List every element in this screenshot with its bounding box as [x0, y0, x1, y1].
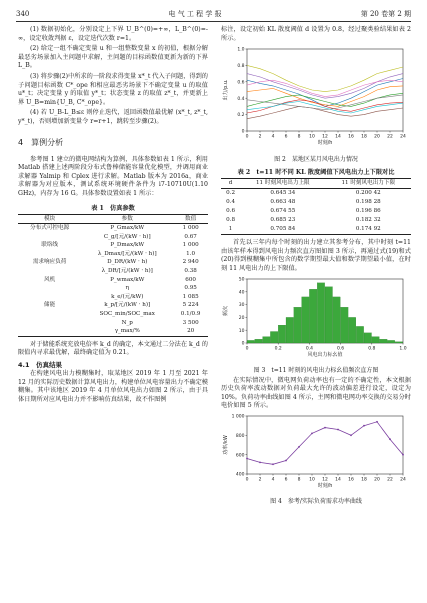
table-row	[18, 284, 208, 293]
algorithm-step-1: (1) 数据初始化，分别设定上下界 U_B^(0)=+∞，L_B^(0)=-∞，设定收敛判据 ε，设定迭代次数 r=1。	[18, 26, 208, 42]
table-row	[221, 216, 411, 225]
histogram-bar	[270, 331, 278, 343]
x-tick-label: 4	[271, 134, 275, 140]
x-tick-label: 22	[387, 134, 393, 140]
load-point	[272, 463, 274, 465]
table-row	[221, 198, 411, 207]
histogram-bar	[263, 336, 271, 342]
x-tick-label: 18	[361, 477, 367, 483]
journal-title: 电 气 工 程 学 报	[168, 10, 222, 18]
histogram-bar	[364, 332, 372, 342]
y-tick-label: 30	[238, 302, 245, 308]
continued-paragraph: 标注，设定初始 KL 散度阈值 d 设置为 0.8，经过聚类验结果如表 2 所示。	[221, 26, 411, 42]
table-cell	[18, 293, 81, 302]
table-cell: 1 085	[182, 293, 199, 300]
table-cell: 分布式可控电源	[30, 225, 70, 232]
table-row	[18, 250, 208, 259]
x-tick-label: 0.6	[337, 346, 345, 352]
x-tick-label: 18	[361, 134, 367, 140]
issue-label: 第 20 卷第 2 期	[360, 10, 411, 18]
load-point	[311, 432, 313, 434]
table-cell: 0.2	[226, 190, 236, 197]
table-2-header: 11 时刻风电出力下限	[326, 179, 411, 189]
table-cell: 600	[185, 276, 196, 283]
x-tick-label: 10	[309, 477, 315, 483]
table-cell: 0.685 23	[270, 217, 296, 224]
histogram-bar	[348, 317, 356, 343]
table-cell	[18, 310, 81, 319]
y-tick-label: 20	[238, 315, 245, 321]
y-axis-label: 频次	[223, 305, 229, 316]
table-cell: 0.38	[184, 268, 197, 275]
table-cell: 0.67	[184, 233, 197, 240]
histogram-bar	[333, 296, 341, 342]
x-tick-label: 0.2	[274, 346, 282, 352]
table-cell: η	[125, 285, 129, 292]
section-4-heading: 4 算例分析	[18, 137, 64, 147]
histogram-bar	[286, 317, 294, 343]
y-tick-label: 0.4	[237, 96, 245, 102]
load-point	[402, 454, 404, 456]
kd-paragraph: 对于储能系统充放电倍率 k_d 的确定，本文通过二分法在 k_d 的限值内寻求最优解，最终确定值为 0.21。	[18, 340, 208, 357]
table-row	[18, 310, 208, 319]
table-cell: 0.8	[226, 217, 236, 224]
figure-3-caption: 图 3 t=11 时刻的风电出力标幺值频次直方图	[253, 366, 379, 374]
table-cell: 0.4	[226, 199, 236, 206]
load-point	[337, 429, 339, 431]
simulation-parameters-table	[18, 214, 208, 337]
y-axis-label: 功率/kW	[223, 435, 229, 455]
table-row	[18, 276, 208, 285]
series-line	[247, 66, 403, 92]
table-2-header: d	[221, 179, 240, 189]
table-cell: 0.663 48	[270, 199, 296, 206]
histogram-bar	[380, 339, 388, 343]
x-tick-label: 0	[245, 134, 249, 140]
table-cell: 需求响应负荷	[32, 259, 67, 266]
histogram-bar	[372, 336, 380, 342]
table-cell	[18, 284, 81, 293]
x-axis-label: 时刻/h	[317, 482, 333, 489]
table-row	[221, 189, 411, 199]
right-column	[221, 26, 411, 508]
y-axis-label: 出力/p.u.	[223, 79, 229, 101]
table-row	[18, 319, 208, 328]
left-column	[18, 26, 208, 406]
y-tick-label: 600	[235, 453, 245, 459]
table-cell: k_e/(元/kW)	[111, 293, 144, 300]
x-tick-label: 12	[322, 477, 328, 483]
table-cell: k_p/[元/(kW · h)]	[104, 302, 151, 309]
algorithm-step-4: (4) 若 U_B-L_B≤ε 则停止迭代，返回函数值最优解 (x*_t, z*_t, y*_t)，否则增加新变量令 r=r+1，跳转至步骤(2)。	[18, 109, 208, 125]
histogram-bar	[294, 307, 302, 343]
figure-4-caption: 图 4 参考/实际负荷需求功率曲线	[270, 497, 362, 505]
x-tick-label: 4	[271, 477, 275, 483]
table-2-header: 11 时刻风电出力上限	[240, 179, 325, 189]
table-cell: λ_Dmax/[元/(kW · h)]	[97, 250, 157, 257]
wind-output-histogram	[221, 276, 411, 360]
table-cell: SOC_min/SOC_max	[99, 311, 155, 318]
load-uncertainty-paragraph: 在实际情况中，微电网负荷动率也有一定的不确定性，本文根据历史负荷率波动数据对负荷最大允许的波动偏差进行设定，设定为 10%。负荷功率曲线如图 4 所示，主网和微电网功率交换的交易分时电价如图 5 所示。	[221, 376, 411, 410]
table-cell: 储能	[44, 302, 56, 309]
table-cell: N_p	[121, 319, 133, 326]
table-cell: 1 000	[182, 225, 199, 232]
table-cell: γ_max/%	[81, 327, 173, 336]
x-tick-label: 2	[258, 477, 262, 483]
intro-paragraph: 参考图 1 建立的微电网结构为算例，具体参数如表 1 所示，利用 Matlab 搭建上述两阶段分布式鲁棒储能容量优化模型，并调用商业求解器 Yalmip 和 Cplex 进行求解。Matlab 版本为 2016a，商业求解器为对应版本，测试系统环境硬件条件为 i7-10710U(1.10 GHz)，内存为 16 G。具体参数设置如表 1 所示：	[18, 155, 208, 197]
x-tick-label: 12	[322, 134, 328, 140]
table-cell	[18, 267, 81, 276]
table-1-caption: 表 1 仿真参数	[91, 204, 135, 212]
x-tick-label: 0.8	[368, 346, 376, 352]
table-cell: 0.645 34	[270, 190, 296, 197]
table-row	[18, 267, 208, 276]
x-tick-label: 16	[348, 477, 354, 483]
x-tick-label: 20	[374, 134, 380, 140]
x-tick-label: 14	[335, 134, 341, 140]
x-tick-label: 16	[348, 134, 354, 140]
algorithm-step-2: (2) 给定一组不确定变量 u 和一组整数变量 x 的初值，根据分解最恶劣场景加入主问题中求解，主问题的目标函数值更新为新的下界 L_B。	[18, 45, 208, 70]
x-tick-label: 6	[284, 134, 288, 140]
histogram-bar	[395, 341, 403, 342]
x-tick-label: 6	[284, 477, 288, 483]
section-4-1-heading: 4.1 仿真结果	[18, 361, 63, 369]
y-tick-label: 800	[235, 433, 245, 439]
y-tick-label: 0.2	[237, 113, 245, 119]
table-cell: 3 500	[182, 319, 199, 326]
load-point	[350, 434, 352, 436]
algorithm-step-3: (3) 将步骤(2)中所求的一阶段求得变量 x*_t 代入子问题，得到的子问题目标函数 C*_ope 和相应最恶劣场景下不确定变量 u 的取值 u*_t；决定变量 y 的取值 y*_t；状态变量 z 的取值 z*_t，并更新上界 U_B=min{U_B, C*_ope}。	[18, 72, 208, 106]
series-line	[247, 80, 403, 96]
load-point	[246, 458, 248, 460]
table-row	[18, 301, 208, 310]
load-point	[363, 425, 365, 427]
table-row	[18, 258, 208, 267]
table-cell: 联络线	[41, 242, 59, 249]
table-row	[18, 233, 208, 242]
table-cell: P_Dmax/kW	[110, 242, 145, 249]
table-cell: 0.6	[226, 208, 236, 215]
histogram-bar	[325, 286, 333, 342]
table-cell	[18, 233, 81, 242]
wind-output-line-chart	[221, 45, 411, 149]
kl-threshold-table	[221, 178, 411, 235]
table-cell: 0.705 84	[240, 225, 325, 235]
x-tick-label: 8	[297, 134, 301, 140]
table-cell: 0.1/0.9	[180, 311, 201, 318]
table-row	[18, 224, 208, 233]
table-cell: 0.196 86	[355, 208, 381, 215]
table-row	[18, 241, 208, 250]
table-1-header: 参数	[81, 214, 173, 224]
load-point	[376, 421, 378, 423]
histogram-bar	[255, 339, 262, 343]
table-row	[18, 293, 208, 302]
table-cell: 0.198 28	[355, 199, 381, 206]
load-point	[259, 461, 261, 463]
table-row	[18, 327, 208, 336]
y-tick-label: 0	[241, 129, 245, 135]
figure-2-caption: 图 2 某地区某月风电出力情况	[274, 156, 358, 164]
load-point	[298, 446, 300, 448]
table-cell: 0.200 42	[355, 190, 381, 197]
load-point	[324, 427, 326, 429]
x-tick-label: 14	[335, 477, 341, 483]
series-line	[247, 79, 403, 107]
table-cell: λ_DR/[元/(kW · h)]	[101, 268, 153, 275]
table-cell	[18, 250, 81, 259]
table-cell	[18, 327, 81, 336]
histogram-bar	[309, 289, 317, 343]
histogram-bar	[387, 340, 395, 343]
x-tick-label: 22	[387, 477, 393, 483]
y-tick-label: 0.6	[237, 80, 245, 86]
table-cell: 0.674 55	[270, 208, 296, 215]
series-line	[247, 86, 403, 107]
x-tick-label: 20	[374, 477, 380, 483]
table-cell: 风机	[44, 276, 56, 283]
table-2-caption: 表 2 t=11 时不同 KL 散度阈值下风电出力上下限对比	[237, 169, 395, 177]
load-point	[389, 438, 391, 440]
simulation-results-paragraph: 在构建风电出力模糊集时，取某地区 2019 年 1 月至 2021 年 12 月的实际历史数据计算风电出力，构建单位风电容量出力不确定模糊集。其中该地区 2019 年 4 月单位风电出力如图 2 所示，由于具体日期所对应风电出力并不影响仿真结果，故不作图例	[18, 370, 208, 403]
table-cell: 1	[221, 225, 240, 235]
y-tick-label: 400	[235, 472, 245, 478]
x-tick-label: 0	[245, 346, 249, 352]
table-row	[221, 225, 411, 235]
y-tick-label: 0	[241, 341, 245, 347]
table-cell: 1.0	[186, 250, 196, 257]
histogram-bar	[247, 340, 255, 343]
table-cell: 0.95	[184, 285, 197, 292]
table-cell: C_g/[元/(kW · h)]	[103, 233, 151, 240]
x-tick-label: 1.0	[399, 346, 407, 352]
x-tick-label: 0	[245, 477, 249, 483]
table-cell: 20	[173, 327, 208, 336]
y-tick-label: 1.0	[237, 47, 245, 53]
figure-3-paragraph: 首先以三年内每个时刻的出力建立其参考分布，其中时刻 t=11 由该年样本得到风电出力频次直方图如图 3 所示，再通过式(19)和式(20)得到模糊集中所包含的数学期望最大值和数学期望最小值，在时刻 11 风电出力的上下限值。	[221, 239, 411, 272]
header-rule	[16, 21, 411, 22]
histogram-bar	[302, 296, 310, 342]
x-tick-label: 8	[297, 477, 301, 483]
table-cell: 1 000	[182, 242, 199, 249]
y-tick-label: 50	[238, 277, 245, 283]
y-tick-label: 0.8	[237, 64, 245, 70]
table-cell: P_Gmax/kW	[110, 225, 145, 232]
load-demand-line-chart	[221, 413, 411, 491]
histogram-bar	[356, 326, 364, 343]
table-cell: D_DR/(kW · h)	[107, 259, 148, 266]
table-cell	[18, 319, 81, 328]
table-1-header: 数值	[173, 214, 208, 224]
x-tick-label: 10	[309, 134, 315, 140]
y-tick-label: 1 000	[231, 414, 245, 420]
x-tick-label: 24	[400, 134, 406, 140]
table-1-header: 模块	[18, 214, 81, 224]
table-cell: 0.174 92	[326, 225, 411, 235]
table-cell: P_wmax/kW	[110, 276, 145, 283]
page-number: 340	[16, 10, 30, 18]
table-cell: 0.182 32	[355, 217, 381, 224]
x-tick-label: 2	[258, 134, 262, 140]
series-line	[247, 74, 403, 99]
load-point	[285, 460, 287, 462]
histogram-bar	[278, 325, 286, 343]
histogram-bar	[317, 282, 325, 342]
table-cell: 5 224	[182, 302, 199, 309]
x-tick-label: 24	[400, 477, 406, 483]
x-axis-label: 风电出力标幺值	[307, 351, 343, 358]
y-tick-label: 10	[238, 328, 245, 334]
table-row	[221, 207, 411, 216]
table-cell: 2 940	[182, 259, 199, 266]
x-axis-label: 时刻/h	[317, 140, 333, 147]
plot-frame	[247, 49, 403, 131]
y-tick-label: 40	[238, 289, 245, 295]
running-header	[16, 8, 411, 20]
x-tick-label: 0.4	[305, 346, 313, 352]
histogram-bar	[341, 307, 349, 343]
